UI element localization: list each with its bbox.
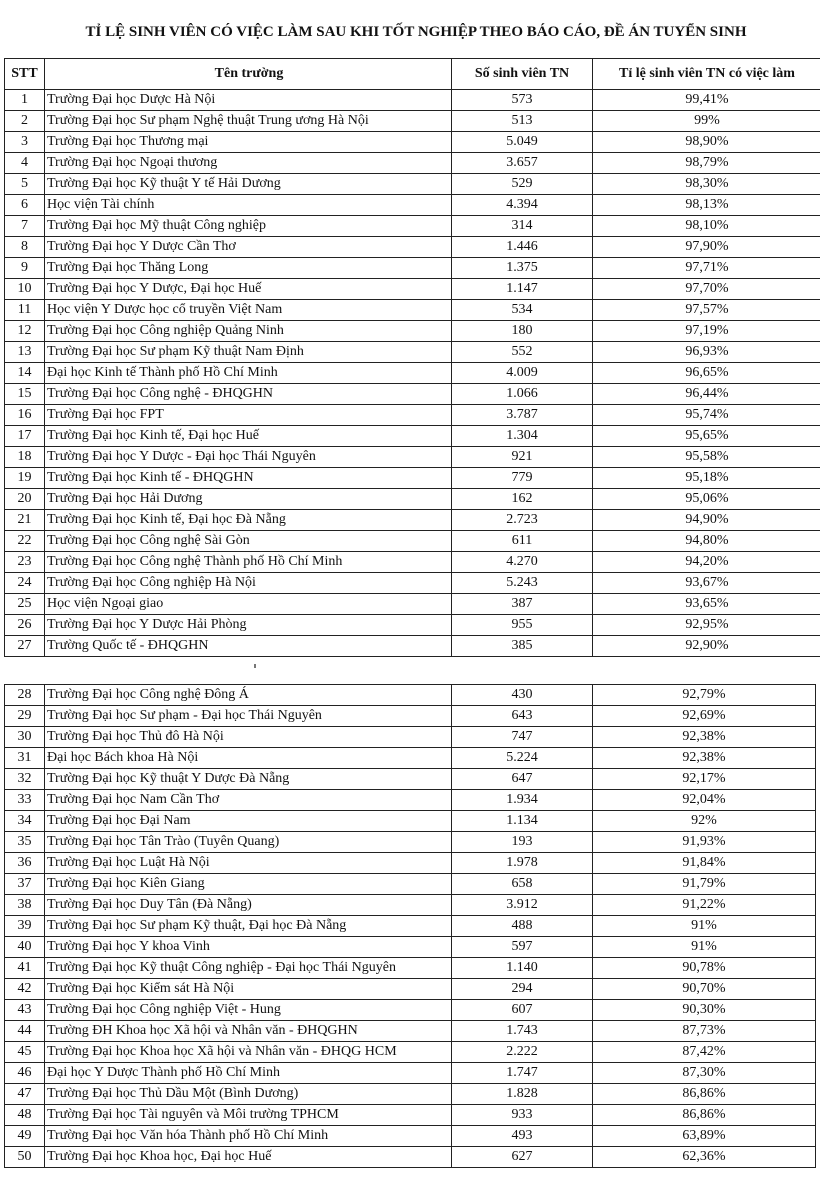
row-school-name: Trường Đại học Y Dược, Đại học Huế bbox=[45, 279, 452, 300]
row-stt: 25 bbox=[5, 594, 45, 615]
table-row bbox=[5, 615, 820, 636]
row-stt: 46 bbox=[5, 1063, 45, 1084]
table-header-row bbox=[5, 59, 820, 90]
table-row bbox=[5, 895, 816, 916]
row-stt: 18 bbox=[5, 447, 45, 468]
table-row bbox=[5, 468, 820, 489]
row-graduate-count: 193 bbox=[452, 832, 593, 853]
row-school-name: Trường Quốc tế - ĐHQGHN bbox=[45, 636, 452, 657]
row-graduate-count: 1.747 bbox=[452, 1063, 593, 1084]
table-break-mark bbox=[254, 664, 256, 668]
table-row bbox=[5, 727, 816, 748]
table-body-1 bbox=[5, 90, 820, 657]
row-school-name: Trường Đại học Sư phạm - Đại học Thái Nguyên bbox=[45, 706, 452, 727]
row-stt: 41 bbox=[5, 958, 45, 979]
row-school-name: Trường Đại học Duy Tân (Đà Nẵng) bbox=[45, 895, 452, 916]
row-school-name: Đại học Bách khoa Hà Nội bbox=[45, 748, 452, 769]
table-row bbox=[5, 769, 816, 790]
row-graduate-count: 1.743 bbox=[452, 1021, 593, 1042]
row-graduate-count: 385 bbox=[452, 636, 593, 657]
row-stt: 31 bbox=[5, 748, 45, 769]
row-employment-rate: 63,89% bbox=[593, 1126, 816, 1147]
row-school-name: Trường Đại học Tài nguyên và Môi trường TPHCM bbox=[45, 1105, 452, 1126]
table-row bbox=[5, 573, 820, 594]
row-graduate-count: 921 bbox=[452, 447, 593, 468]
table-row bbox=[5, 1063, 816, 1084]
table-row bbox=[5, 90, 820, 111]
table-row bbox=[5, 1042, 816, 1063]
row-school-name: Trường Đại học Văn hóa Thành phố Hồ Chí Minh bbox=[45, 1126, 452, 1147]
row-stt: 20 bbox=[5, 489, 45, 510]
table-row bbox=[5, 958, 816, 979]
table-row bbox=[5, 153, 820, 174]
row-employment-rate: 92,17% bbox=[593, 769, 816, 790]
row-stt: 7 bbox=[5, 216, 45, 237]
row-employment-rate: 91,93% bbox=[593, 832, 816, 853]
row-employment-rate: 91% bbox=[593, 937, 816, 958]
table-row bbox=[5, 258, 820, 279]
row-graduate-count: 597 bbox=[452, 937, 593, 958]
row-employment-rate: 94,90% bbox=[593, 510, 820, 531]
row-school-name: Trường Đại học Nam Cần Thơ bbox=[45, 790, 452, 811]
table-row bbox=[5, 342, 820, 363]
row-stt: 40 bbox=[5, 937, 45, 958]
row-school-name: Trường Đại học Kỹ thuật Y tế Hải Dương bbox=[45, 174, 452, 195]
row-stt: 17 bbox=[5, 426, 45, 447]
table-row bbox=[5, 916, 816, 937]
row-employment-rate: 95,06% bbox=[593, 489, 820, 510]
row-stt: 22 bbox=[5, 531, 45, 552]
row-stt: 6 bbox=[5, 195, 45, 216]
header-school-name: Tên trường bbox=[45, 59, 452, 90]
row-employment-rate: 98,90% bbox=[593, 132, 820, 153]
row-graduate-count: 1.446 bbox=[452, 237, 593, 258]
row-stt: 1 bbox=[5, 90, 45, 111]
row-school-name: Trường Đại học Kinh tế, Đại học Đà Nẵng bbox=[45, 510, 452, 531]
ranking-table-part-2 bbox=[4, 684, 816, 1168]
table-row bbox=[5, 279, 820, 300]
row-employment-rate: 99,41% bbox=[593, 90, 820, 111]
row-employment-rate: 92,90% bbox=[593, 636, 820, 657]
row-employment-rate: 95,18% bbox=[593, 468, 820, 489]
row-stt: 37 bbox=[5, 874, 45, 895]
row-employment-rate: 92,38% bbox=[593, 748, 816, 769]
row-school-name: Trường Đại học Dược Hà Nội bbox=[45, 90, 452, 111]
row-stt: 47 bbox=[5, 1084, 45, 1105]
row-employment-rate: 93,67% bbox=[593, 573, 820, 594]
table-row bbox=[5, 1105, 816, 1126]
table-row bbox=[5, 552, 820, 573]
row-school-name: Học viện Ngoại giao bbox=[45, 594, 452, 615]
row-graduate-count: 4.270 bbox=[452, 552, 593, 573]
row-school-name: Trường Đại học Sư phạm Kỹ thuật Nam Định bbox=[45, 342, 452, 363]
row-graduate-count: 573 bbox=[452, 90, 593, 111]
row-school-name: Trường Đại học Công nghệ Thành phố Hồ Chí Minh bbox=[45, 552, 452, 573]
row-stt: 27 bbox=[5, 636, 45, 657]
table-row bbox=[5, 237, 820, 258]
row-school-name: Trường Đại học Thương mại bbox=[45, 132, 452, 153]
row-graduate-count: 162 bbox=[452, 489, 593, 510]
row-employment-rate: 92,04% bbox=[593, 790, 816, 811]
row-graduate-count: 3.912 bbox=[452, 895, 593, 916]
row-school-name: Trường Đại học Thăng Long bbox=[45, 258, 452, 279]
row-employment-rate: 87,30% bbox=[593, 1063, 816, 1084]
row-graduate-count: 3.787 bbox=[452, 405, 593, 426]
row-employment-rate: 92,38% bbox=[593, 727, 816, 748]
row-graduate-count: 5.049 bbox=[452, 132, 593, 153]
row-graduate-count: 387 bbox=[452, 594, 593, 615]
row-stt: 44 bbox=[5, 1021, 45, 1042]
row-graduate-count: 933 bbox=[452, 1105, 593, 1126]
table-row bbox=[5, 363, 820, 384]
row-school-name: Đại học Y Dược Thành phố Hồ Chí Minh bbox=[45, 1063, 452, 1084]
row-stt: 16 bbox=[5, 405, 45, 426]
document-title: TỈ LỆ SINH VIÊN CÓ VIỆC LÀM SAU KHI TỐT NGHIỆP THEO BÁO CÁO, ĐỀ ÁN TUYỂN SINH bbox=[85, 24, 747, 40]
row-school-name: Trường Đại học Kinh tế, Đại học Huế bbox=[45, 426, 452, 447]
header-employment-rate: Tỉ lệ sinh viên TN có việc làm bbox=[593, 59, 820, 90]
row-graduate-count: 552 bbox=[452, 342, 593, 363]
table-row bbox=[5, 321, 820, 342]
table-row bbox=[5, 174, 820, 195]
row-employment-rate: 95,58% bbox=[593, 447, 820, 468]
header-graduate-count: Số sinh viên TN bbox=[452, 59, 593, 90]
row-graduate-count: 5.243 bbox=[452, 573, 593, 594]
row-school-name: Trường Đại học Công nghệ Đông Á bbox=[45, 685, 452, 706]
row-school-name: Trường Đại học Công nghiệp Việt - Hung bbox=[45, 1000, 452, 1021]
row-stt: 15 bbox=[5, 384, 45, 405]
row-stt: 48 bbox=[5, 1105, 45, 1126]
table-row bbox=[5, 426, 820, 447]
row-graduate-count: 2.723 bbox=[452, 510, 593, 531]
row-graduate-count: 779 bbox=[452, 468, 593, 489]
row-employment-rate: 91,84% bbox=[593, 853, 816, 874]
row-graduate-count: 534 bbox=[452, 300, 593, 321]
row-graduate-count: 493 bbox=[452, 1126, 593, 1147]
row-school-name: Trường Đại học Sư phạm Nghệ thuật Trung ương Hà Nội bbox=[45, 111, 452, 132]
row-school-name: Trường Đại học Ngoại thương bbox=[45, 153, 452, 174]
row-employment-rate: 97,71% bbox=[593, 258, 820, 279]
table-row bbox=[5, 636, 820, 657]
row-school-name: Đại học Kinh tế Thành phố Hồ Chí Minh bbox=[45, 363, 452, 384]
row-stt: 42 bbox=[5, 979, 45, 1000]
row-stt: 9 bbox=[5, 258, 45, 279]
table-row bbox=[5, 1000, 816, 1021]
row-graduate-count: 3.657 bbox=[452, 153, 593, 174]
row-employment-rate: 87,42% bbox=[593, 1042, 816, 1063]
row-school-name: Học viện Tài chính bbox=[45, 195, 452, 216]
row-stt: 13 bbox=[5, 342, 45, 363]
row-stt: 2 bbox=[5, 111, 45, 132]
row-employment-rate: 98,13% bbox=[593, 195, 820, 216]
row-graduate-count: 1.375 bbox=[452, 258, 593, 279]
row-stt: 43 bbox=[5, 1000, 45, 1021]
table-row bbox=[5, 706, 816, 727]
row-graduate-count: 529 bbox=[452, 174, 593, 195]
row-graduate-count: 2.222 bbox=[452, 1042, 593, 1063]
row-school-name: Học viện Y Dược học cổ truyền Việt Nam bbox=[45, 300, 452, 321]
row-graduate-count: 627 bbox=[452, 1147, 593, 1168]
row-employment-rate: 99% bbox=[593, 111, 820, 132]
row-stt: 33 bbox=[5, 790, 45, 811]
row-employment-rate: 98,10% bbox=[593, 216, 820, 237]
row-graduate-count: 643 bbox=[452, 706, 593, 727]
row-school-name: Trường Đại học FPT bbox=[45, 405, 452, 426]
row-school-name: Trường Đại học Tân Trào (Tuyên Quang) bbox=[45, 832, 452, 853]
row-graduate-count: 955 bbox=[452, 615, 593, 636]
row-school-name: Trường Đại học Luật Hà Nội bbox=[45, 853, 452, 874]
row-graduate-count: 1.147 bbox=[452, 279, 593, 300]
row-stt: 49 bbox=[5, 1126, 45, 1147]
row-graduate-count: 4.009 bbox=[452, 363, 593, 384]
row-stt: 23 bbox=[5, 552, 45, 573]
row-school-name: Trường Đại học Thủ đô Hà Nội bbox=[45, 727, 452, 748]
row-employment-rate: 86,86% bbox=[593, 1084, 816, 1105]
table-row bbox=[5, 111, 820, 132]
row-employment-rate: 97,70% bbox=[593, 279, 820, 300]
row-school-name: Trường Đại học Y Dược Cần Thơ bbox=[45, 237, 452, 258]
ranking-table-part-1 bbox=[4, 58, 820, 657]
row-graduate-count: 1.978 bbox=[452, 853, 593, 874]
row-employment-rate: 90,30% bbox=[593, 1000, 816, 1021]
row-employment-rate: 86,86% bbox=[593, 1105, 816, 1126]
row-employment-rate: 93,65% bbox=[593, 594, 820, 615]
row-employment-rate: 62,36% bbox=[593, 1147, 816, 1168]
table-row bbox=[5, 531, 820, 552]
row-graduate-count: 1.304 bbox=[452, 426, 593, 447]
row-employment-rate: 92,95% bbox=[593, 615, 820, 636]
row-employment-rate: 91,22% bbox=[593, 895, 816, 916]
row-stt: 38 bbox=[5, 895, 45, 916]
table-row bbox=[5, 853, 816, 874]
row-stt: 26 bbox=[5, 615, 45, 636]
row-employment-rate: 98,79% bbox=[593, 153, 820, 174]
table-row bbox=[5, 811, 816, 832]
row-employment-rate: 97,57% bbox=[593, 300, 820, 321]
table-row bbox=[5, 195, 820, 216]
table-row bbox=[5, 937, 816, 958]
table-row bbox=[5, 216, 820, 237]
row-graduate-count: 5.224 bbox=[452, 748, 593, 769]
row-stt: 3 bbox=[5, 132, 45, 153]
row-graduate-count: 1.140 bbox=[452, 958, 593, 979]
table-row bbox=[5, 874, 816, 895]
row-employment-rate: 96,44% bbox=[593, 384, 820, 405]
row-graduate-count: 513 bbox=[452, 111, 593, 132]
row-graduate-count: 430 bbox=[452, 685, 593, 706]
row-school-name: Trường Đại học Đại Nam bbox=[45, 811, 452, 832]
row-employment-rate: 94,20% bbox=[593, 552, 820, 573]
row-school-name: Trường Đại học Khoa học, Đại học Huế bbox=[45, 1147, 452, 1168]
row-school-name: Trường Đại học Kinh tế - ĐHQGHN bbox=[45, 468, 452, 489]
row-employment-rate: 91,79% bbox=[593, 874, 816, 895]
row-stt: 50 bbox=[5, 1147, 45, 1168]
row-graduate-count: 180 bbox=[452, 321, 593, 342]
row-school-name: Trường Đại học Kỹ thuật Công nghiệp - Đại học Thái Nguyên bbox=[45, 958, 452, 979]
row-stt: 12 bbox=[5, 321, 45, 342]
row-graduate-count: 647 bbox=[452, 769, 593, 790]
row-graduate-count: 4.394 bbox=[452, 195, 593, 216]
row-school-name: Trường Đại học Công nghiệp Quảng Ninh bbox=[45, 321, 452, 342]
row-graduate-count: 611 bbox=[452, 531, 593, 552]
row-graduate-count: 747 bbox=[452, 727, 593, 748]
row-graduate-count: 488 bbox=[452, 916, 593, 937]
table-row bbox=[5, 510, 820, 531]
row-employment-rate: 97,19% bbox=[593, 321, 820, 342]
row-employment-rate: 95,65% bbox=[593, 426, 820, 447]
row-stt: 29 bbox=[5, 706, 45, 727]
row-school-name: Trường Đại học Y khoa Vinh bbox=[45, 937, 452, 958]
row-employment-rate: 92,79% bbox=[593, 685, 816, 706]
row-school-name: Trường Đại học Công nghệ Sài Gòn bbox=[45, 531, 452, 552]
row-graduate-count: 1.828 bbox=[452, 1084, 593, 1105]
header-stt: STT bbox=[5, 59, 45, 90]
row-stt: 19 bbox=[5, 468, 45, 489]
row-school-name: Trường Đại học Y Dược Hải Phòng bbox=[45, 615, 452, 636]
row-employment-rate: 98,30% bbox=[593, 174, 820, 195]
row-school-name: Trường Đại học Thủ Dầu Một (Bình Dương) bbox=[45, 1084, 452, 1105]
row-school-name: Trường Đại học Y Dược - Đại học Thái Nguyên bbox=[45, 447, 452, 468]
row-stt: 8 bbox=[5, 237, 45, 258]
row-school-name: Trường Đại học Kiên Giang bbox=[45, 874, 452, 895]
row-employment-rate: 97,90% bbox=[593, 237, 820, 258]
row-employment-rate: 95,74% bbox=[593, 405, 820, 426]
row-employment-rate: 96,65% bbox=[593, 363, 820, 384]
row-employment-rate: 91% bbox=[593, 916, 816, 937]
row-graduate-count: 658 bbox=[452, 874, 593, 895]
row-stt: 28 bbox=[5, 685, 45, 706]
table-row bbox=[5, 1021, 816, 1042]
row-school-name: Trường ĐH Khoa học Xã hội và Nhân văn - ĐHQGHN bbox=[45, 1021, 452, 1042]
row-graduate-count: 1.934 bbox=[452, 790, 593, 811]
row-graduate-count: 314 bbox=[452, 216, 593, 237]
table-row bbox=[5, 979, 816, 1000]
table-row bbox=[5, 132, 820, 153]
row-employment-rate: 90,70% bbox=[593, 979, 816, 1000]
row-stt: 10 bbox=[5, 279, 45, 300]
row-stt: 4 bbox=[5, 153, 45, 174]
row-school-name: Trường Đại học Khoa học Xã hội và Nhân văn - ĐHQG HCM bbox=[45, 1042, 452, 1063]
row-graduate-count: 294 bbox=[452, 979, 593, 1000]
row-stt: 34 bbox=[5, 811, 45, 832]
row-graduate-count: 1.134 bbox=[452, 811, 593, 832]
row-stt: 39 bbox=[5, 916, 45, 937]
row-stt: 45 bbox=[5, 1042, 45, 1063]
row-employment-rate: 90,78% bbox=[593, 958, 816, 979]
row-stt: 32 bbox=[5, 769, 45, 790]
table-row bbox=[5, 1126, 816, 1147]
row-school-name: Trường Đại học Mỹ thuật Công nghiệp bbox=[45, 216, 452, 237]
row-stt: 11 bbox=[5, 300, 45, 321]
table-row bbox=[5, 405, 820, 426]
table-row bbox=[5, 447, 820, 468]
row-employment-rate: 87,73% bbox=[593, 1021, 816, 1042]
row-employment-rate: 94,80% bbox=[593, 531, 820, 552]
row-school-name: Trường Đại học Kiểm sát Hà Nội bbox=[45, 979, 452, 1000]
table-row bbox=[5, 748, 816, 769]
table-row bbox=[5, 790, 816, 811]
table-row bbox=[5, 300, 820, 321]
row-graduate-count: 1.066 bbox=[452, 384, 593, 405]
row-graduate-count: 607 bbox=[452, 1000, 593, 1021]
row-stt: 35 bbox=[5, 832, 45, 853]
row-stt: 14 bbox=[5, 363, 45, 384]
row-school-name: Trường Đại học Hải Dương bbox=[45, 489, 452, 510]
table-body-2 bbox=[5, 685, 816, 1168]
row-stt: 24 bbox=[5, 573, 45, 594]
row-school-name: Trường Đại học Sư phạm Kỹ thuật, Đại học Đà Nẵng bbox=[45, 916, 452, 937]
table-row bbox=[5, 1084, 816, 1105]
row-employment-rate: 92,69% bbox=[593, 706, 816, 727]
table-row bbox=[5, 594, 820, 615]
row-stt: 30 bbox=[5, 727, 45, 748]
table-row bbox=[5, 685, 816, 706]
table-row bbox=[5, 1147, 816, 1168]
row-stt: 21 bbox=[5, 510, 45, 531]
row-stt: 5 bbox=[5, 174, 45, 195]
table-row bbox=[5, 489, 820, 510]
row-school-name: Trường Đại học Công nghiệp Hà Nội bbox=[45, 573, 452, 594]
row-school-name: Trường Đại học Kỹ thuật Y Dược Đà Nẵng bbox=[45, 769, 452, 790]
row-stt: 36 bbox=[5, 853, 45, 874]
row-school-name: Trường Đại học Công nghệ - ĐHQGHN bbox=[45, 384, 452, 405]
row-employment-rate: 92% bbox=[593, 811, 816, 832]
row-employment-rate: 96,93% bbox=[593, 342, 820, 363]
table-row bbox=[5, 384, 820, 405]
table-row bbox=[5, 832, 816, 853]
